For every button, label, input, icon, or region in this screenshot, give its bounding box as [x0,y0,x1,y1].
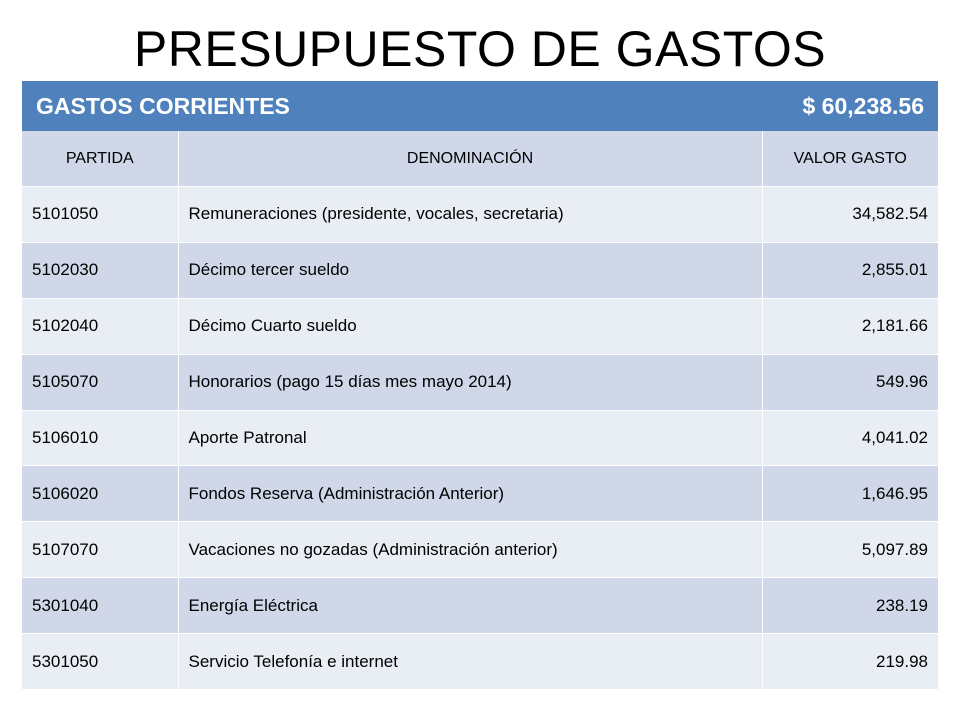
column-header-valor: VALOR GASTO [762,131,938,187]
cell-partida: 5106010 [22,410,178,466]
column-header-denominacion: DENOMINACIÓN [178,131,762,187]
cell-denominacion: Décimo Cuarto sueldo [178,298,762,354]
cell-denominacion: Vacaciones no gozadas (Administración anterior) [178,522,762,578]
cell-valor: 4,041.02 [762,410,938,466]
cell-valor: 2,181.66 [762,298,938,354]
table-row [22,522,938,578]
cell-denominacion: Décimo tercer sueldo [178,242,762,298]
section-total: $ 60,238.56 [762,81,938,131]
cell-valor: 219.98 [762,634,938,689]
cell-partida: 5101050 [22,187,178,243]
table-row [22,578,938,634]
cell-partida: 5105070 [22,354,178,410]
cell-valor: 238.19 [762,578,938,634]
column-header-row [22,131,938,187]
table-row [22,410,938,466]
cell-denominacion: Energía Eléctrica [178,578,762,634]
cell-valor: 549.96 [762,354,938,410]
cell-partida: 5102030 [22,242,178,298]
cell-valor: 2,855.01 [762,242,938,298]
page-title: PRESUPUESTO DE GASTOS [133,21,827,77]
cell-denominacion: Remuneraciones (presidente, vocales, secretaria) [178,187,762,243]
section-header-row [22,81,938,131]
cell-partida: 5301040 [22,578,178,634]
column-header-partida: PARTIDA [22,131,178,187]
cell-denominacion: Honorarios (pago 15 días mes mayo 2014) [178,354,762,410]
section-label: GASTOS CORRIENTES [22,81,762,131]
budget-table [22,81,938,689]
table-row [22,466,938,522]
cell-valor: 34,582.54 [762,187,938,243]
cell-denominacion: Fondos Reserva (Administración Anterior) [178,466,762,522]
cell-partida: 5301050 [22,634,178,689]
cell-partida: 5106020 [22,466,178,522]
cell-denominacion: Aporte Patronal [178,410,762,466]
cell-denominacion: Servicio Telefonía e internet [178,634,762,689]
cell-partida: 5107070 [22,522,178,578]
table-row [22,242,938,298]
cell-valor: 1,646.95 [762,466,938,522]
cell-valor: 5,097.89 [762,522,938,578]
table-row [22,634,938,689]
table-row [22,298,938,354]
cell-partida: 5102040 [22,298,178,354]
table-row [22,187,938,243]
table-row [22,354,938,410]
